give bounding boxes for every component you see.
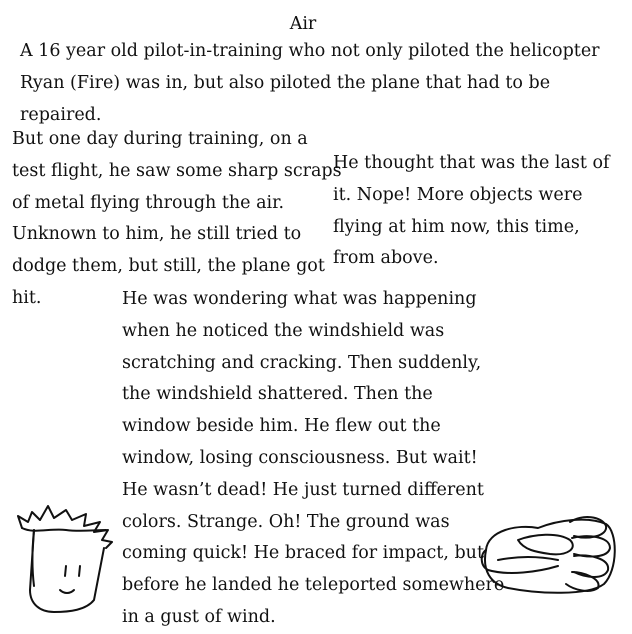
face-sketch [14, 500, 124, 630]
head-left-side [33, 530, 35, 586]
knuckle-line [498, 557, 558, 560]
head-outline [30, 530, 104, 612]
story-title: Air [289, 14, 317, 34]
text-line: hit. [12, 287, 42, 308]
text-line: the windshield shattered. Then the [122, 384, 433, 405]
thumb [518, 535, 573, 555]
text-line: Ryan (Fire) was in, but also piloted the plane that had to be [20, 72, 551, 93]
paragraph-objects [333, 148, 623, 275]
text-line: dodge them, but still, the plane got [12, 256, 325, 277]
text-line: window beside him. He flew out the [122, 416, 441, 437]
text-line: in a gust of wind. [122, 606, 276, 627]
text-line: scratching and cracking. Then suddenly, [122, 352, 482, 373]
text-line: window, losing consciousness. But wait! [122, 447, 478, 468]
finger-3 [574, 556, 608, 577]
text-line: from above. [333, 248, 439, 269]
text-line: Unknown to him, he still tried to [12, 224, 302, 245]
text-line: He thought that was the last of [333, 153, 610, 173]
text-line: He wasn’t dead! He just turned different [122, 479, 484, 500]
text-line: colors. Strange. Oh! The ground was [122, 511, 450, 532]
text-line: when he noticed the windshield was [122, 320, 445, 341]
right-eye [79, 566, 80, 576]
text-line: coming quick! He braced for impact, but [122, 543, 484, 564]
text-line: He was wondering what was happening [122, 289, 477, 309]
text-line: before he landed he teleported somewhere [122, 575, 505, 596]
text-line: repaired. [20, 104, 102, 125]
fist-sketch [478, 510, 618, 600]
finger-2 [572, 536, 610, 556]
text-line: flying at him now, this time, [333, 216, 580, 237]
left-eye [65, 566, 66, 576]
paragraph-windshield [122, 284, 522, 634]
text-line: But one day during training, on a [12, 129, 308, 149]
text-line: A 16 year old pilot-in-training who not only piloted the helicopter [20, 41, 600, 61]
mouth [60, 590, 74, 593]
text-line: of metal flying through the air. [12, 192, 285, 213]
text-line: test flight, he saw some sharp scraps [12, 160, 342, 181]
text-line: it. Nope! More objects were [333, 184, 583, 205]
paragraph-intro [20, 36, 620, 131]
